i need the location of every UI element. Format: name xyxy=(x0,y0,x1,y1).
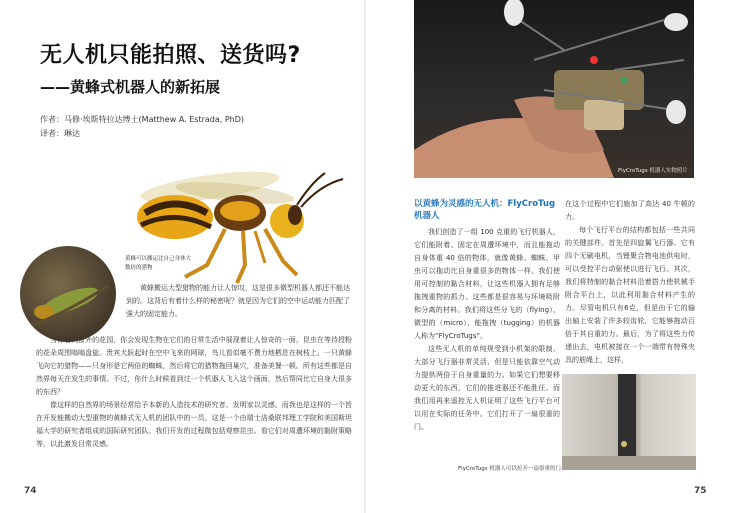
right-column-1 xyxy=(414,226,560,434)
hornet-prey-inset-photo xyxy=(20,246,116,342)
paragraph: 这些无人机的单纯规受到小机架的限制。大部分飞行器非常灵活，但是只能依靠空气动力提供两倍于自身重量的力。如果它们想要移动更大的东西，它们的推进器还不能胜任。而我们用再来遥控无人机证明了这些飞行平台可以用在实际的任务中。它们打开了一扇很重的门。 xyxy=(414,345,560,431)
page-number-right: 75 xyxy=(694,486,707,496)
page-number-left: 74 xyxy=(24,486,37,496)
right-column-2 xyxy=(565,198,695,367)
paragraph: 黄蜂搬运大型猎物的能力让人惊叹，这是很多微型机器人都还不能达到的。这背后有着什么样的秘密呢？就是因为它们的空中运动能力匹配了强大的固定能力。 xyxy=(126,284,350,318)
article-title: 无人机只能拍照、送货吗? xyxy=(40,43,301,68)
paragraph: 像这样的自然界的场景经常给予本新的人造技术的研究者、发明家以灵感。而我也是这样的一个旨在开发能搬动大型重物的黄蜂式无人机的团队中的一员。这是一个由瑞士洛桑联邦理工学院和美国斯坦福大学的研究者组成的国际研究团队。我们开发的过程微包括观察昆虫。看它们对周遭环境的黏附策略等，以此激发目常灵感。 xyxy=(36,401,352,448)
section-title: 以黄蜂为灵感的无人机：FlyCroTug 机器人 xyxy=(414,199,556,221)
page-gutter xyxy=(364,0,366,513)
paragraph: 每个飞行平台的结构都包括一些共同的关键部件。首先是四旋翼飞行器。它有四个无刷电机，当锂聚合物电池供电时，可以受控平台动驱使以进行飞行。其次，我们将特制的黏合材料沿着搭力使机械手附合平台上，以此利用黏合材料产生的力。尽管电机只有6克，但是由于它的输出轴上安装了许多较齿轮，它能够拖动百倍于其自重的力。最后，为了将这些力传递出去，电机被接在一个一端带有特殊夹具的筋绳上，这样， xyxy=(565,226,695,364)
door-photo xyxy=(562,374,696,470)
bottom-photo-caption: FlyCroTugs 机器人可以拉开一扇很重的门 xyxy=(458,466,561,472)
body-paragraphs xyxy=(36,334,352,451)
author-line: 作者：马修·埃斯特拉达博士(Matthew A. Estrada, PhD) xyxy=(40,115,245,124)
translator-line: 译者：琳达 xyxy=(40,129,80,138)
intro-paragraph xyxy=(126,282,350,321)
paragraph: 当你看向窗外的花园，你会发现生物在它们的日常生活中展现着让人惊奇的一面，昆虫在等待授粉的花朵周围嗡嗡盘旋。贵宾犬跃起时在空中飞来的网球，鸟儿看似毫不费力地栖息在树枝上。一只黄蜂飞向它的猎物——只身形是它两倍的蜘蛛，然后将它的猎物拖回巢穴，准备美餐一顿。所有这些都是自然界每天在发生的事情。不过，你什么时候看到过一个机器人飞入这个画面，然后帮同比它自身大很多的东西？ xyxy=(36,336,352,396)
top-photo-caption: FlyCroTugs 机器人实物照片 xyxy=(618,168,688,174)
paragraph: 在这个过程中它们施加了高达 40 牛顿的力。 xyxy=(565,200,695,221)
inset-caption: 黄蜂可以搬运比自己身体大数倍的猎物 xyxy=(125,256,192,271)
paragraph: 我们创造了一组 100 克重的飞行机器人，它们能附着、固定在周遭环境中，而且能拖动自身体重 40 倍的物体，就像黄蜂、蜘蛛、甲虫可以拖动比自身重很多的物体一样。我们使用可控制的黏合材料，让这些机器人拥有足够拖拽重物的抓力。这些都是很容易与环境吸附和分离的材料。我们将这些分飞的（flying）、微型的（micro）、能拖拽（tugging）的机器人称为“FlyCroTugs”。 xyxy=(414,228,560,340)
article-subtitle: ——黄蜂式机器人的新拓展 xyxy=(40,78,221,96)
flycrotug-robot-photo xyxy=(414,0,694,178)
